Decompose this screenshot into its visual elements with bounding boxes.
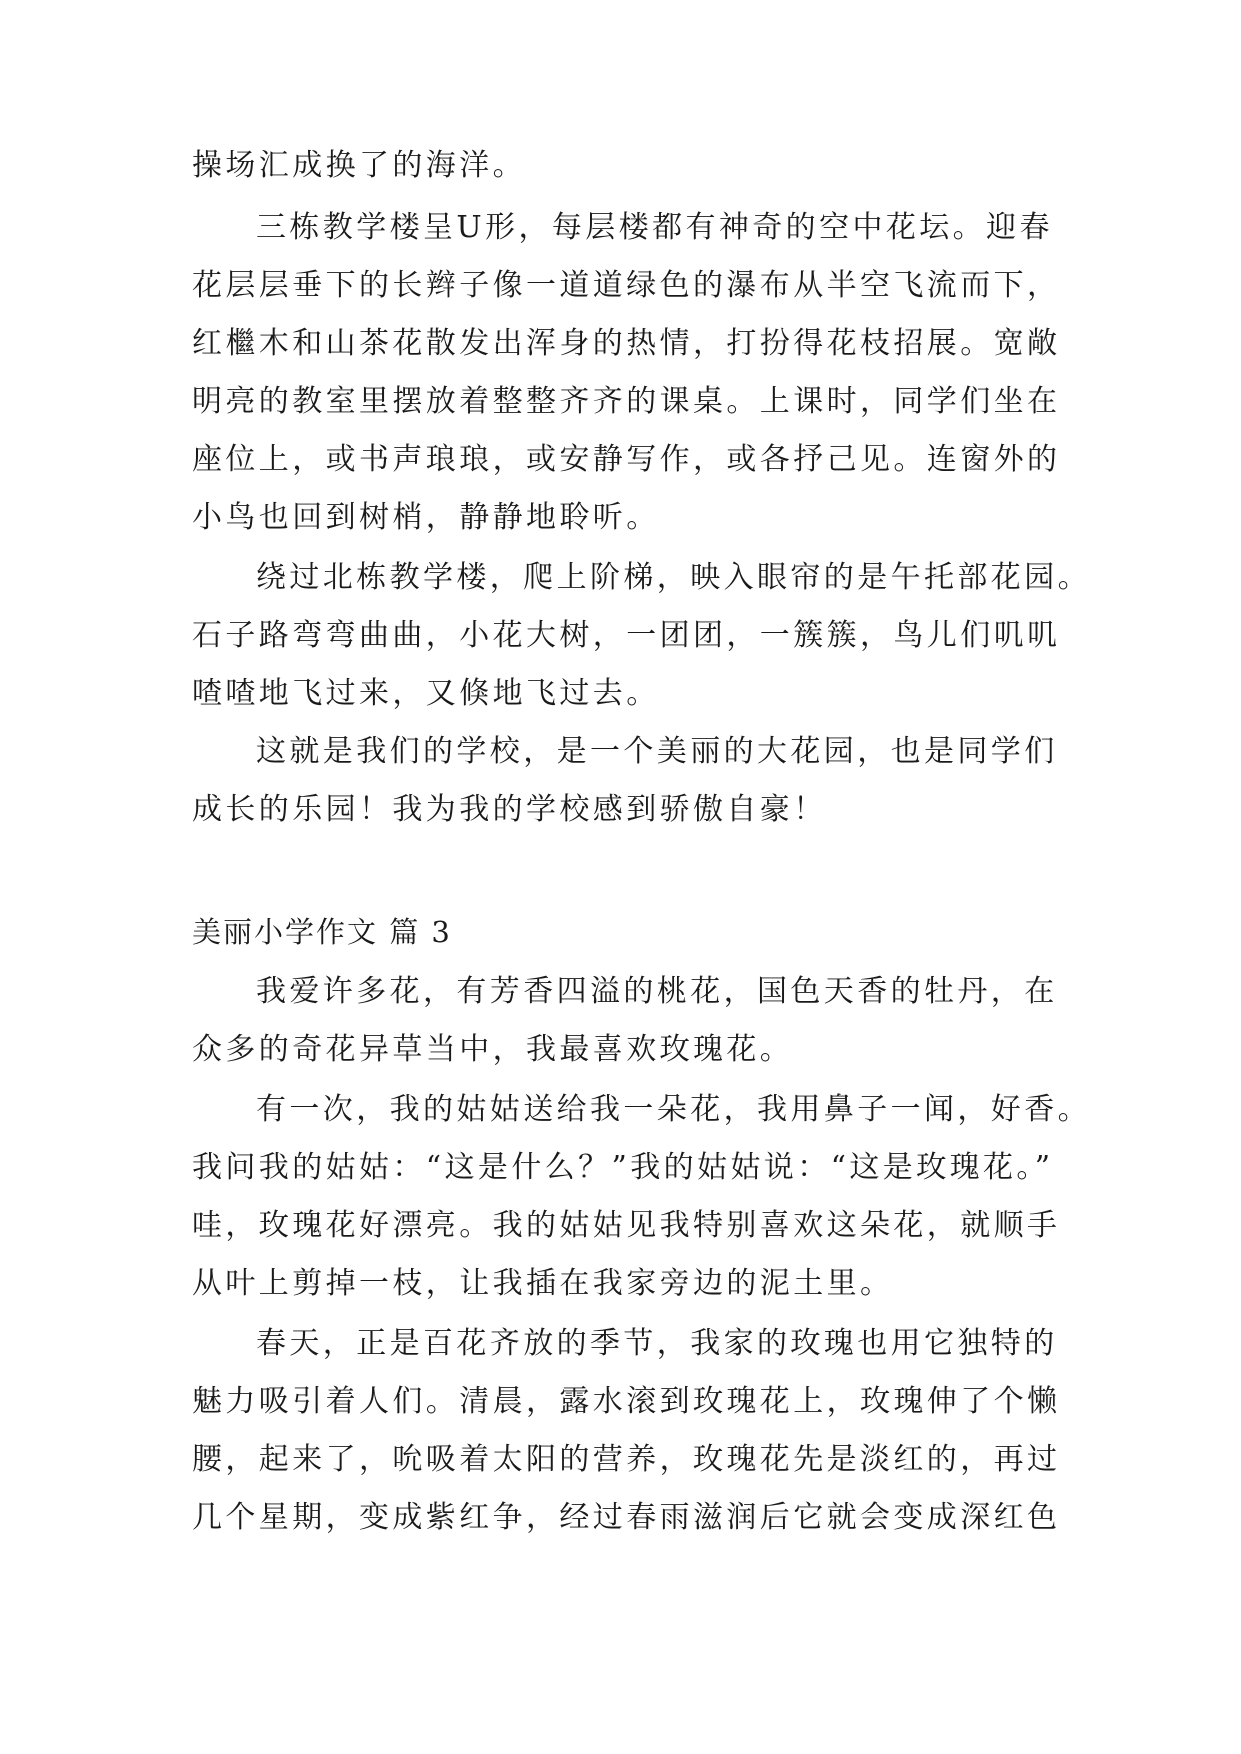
paragraph-line: 我爱许多花，有芳香四溢的桃花，国色天香的牡丹，在 [256,974,1058,1009]
paragraph-line: 操场汇成换了的海洋。 [192,148,526,183]
section-title: 美丽小学作文 篇 3 [192,915,452,949]
paragraph-line: 绕过北栋教学楼，爬上阶梯，映入眼帘的是午托部花园。 [256,560,1091,595]
paragraph-line: 哇，玫瑰花好漂亮。我的姑姑见我特别喜欢这朵花，就顺手 [192,1208,1061,1243]
paragraph-line: 腰，起来了，吮吸着太阳的营养，玫瑰花先是淡红的，再过 [192,1442,1061,1477]
paragraph-line: 几个星期，变成紫红争，经过春雨滋润后它就会变成深红色 [192,1500,1061,1535]
paragraph-line: 我问我的姑姑：“这是什么？”我的姑姑说：“这是玫瑰花。” [192,1150,1054,1185]
paragraph-line: 成长的乐园！我为我的学校感到骄傲自豪！ [192,792,827,827]
paragraph-line: 花层层垂下的长辫子像一道道绿色的瀑布从半空飞流而下， [192,268,1061,303]
paragraph-line: 座位上，或书声琅琅，或安静写作，或各抒己见。连窗外的 [192,442,1061,477]
paragraph-line: 魅力吸引着人们。清晨，露水滚到玫瑰花上，玫瑰伸了个懒 [192,1384,1061,1419]
paragraph-line: 有一次，我的姑姑送给我一朵花，我用鼻子一闻，好香。 [256,1092,1091,1127]
paragraph-line: 明亮的教室里摆放着整整齐齐的课桌。上课时，同学们坐在 [192,384,1061,419]
paragraph-line: 石子路弯弯曲曲，小花大树，一团团，一簇簇，鸟儿们叽叽 [192,618,1061,653]
paragraph-line: 红檵木和山茶花散发出浑身的热情，打扮得花枝招展。宽敞 [192,326,1061,361]
paragraph-line: 从叶上剪掉一枝，让我插在我家旁边的泥土里。 [192,1266,894,1301]
paragraph-line: 三栋教学楼呈U形，每层楼都有神奇的空中花坛。迎春 [256,210,1053,245]
paragraph-line: 小鸟也回到树梢，静静地聆听。 [192,500,660,535]
paragraph-line: 众多的奇花异草当中，我最喜欢玫瑰花。 [192,1032,794,1067]
paragraph-line: 这就是我们的学校，是一个美丽的大花园，也是同学们 [256,734,1058,769]
paragraph-line: 春天，正是百花齐放的季节，我家的玫瑰也用它独特的 [256,1326,1058,1361]
paragraph-line: 喳喳地飞过来，又倏地飞过去。 [192,676,660,711]
